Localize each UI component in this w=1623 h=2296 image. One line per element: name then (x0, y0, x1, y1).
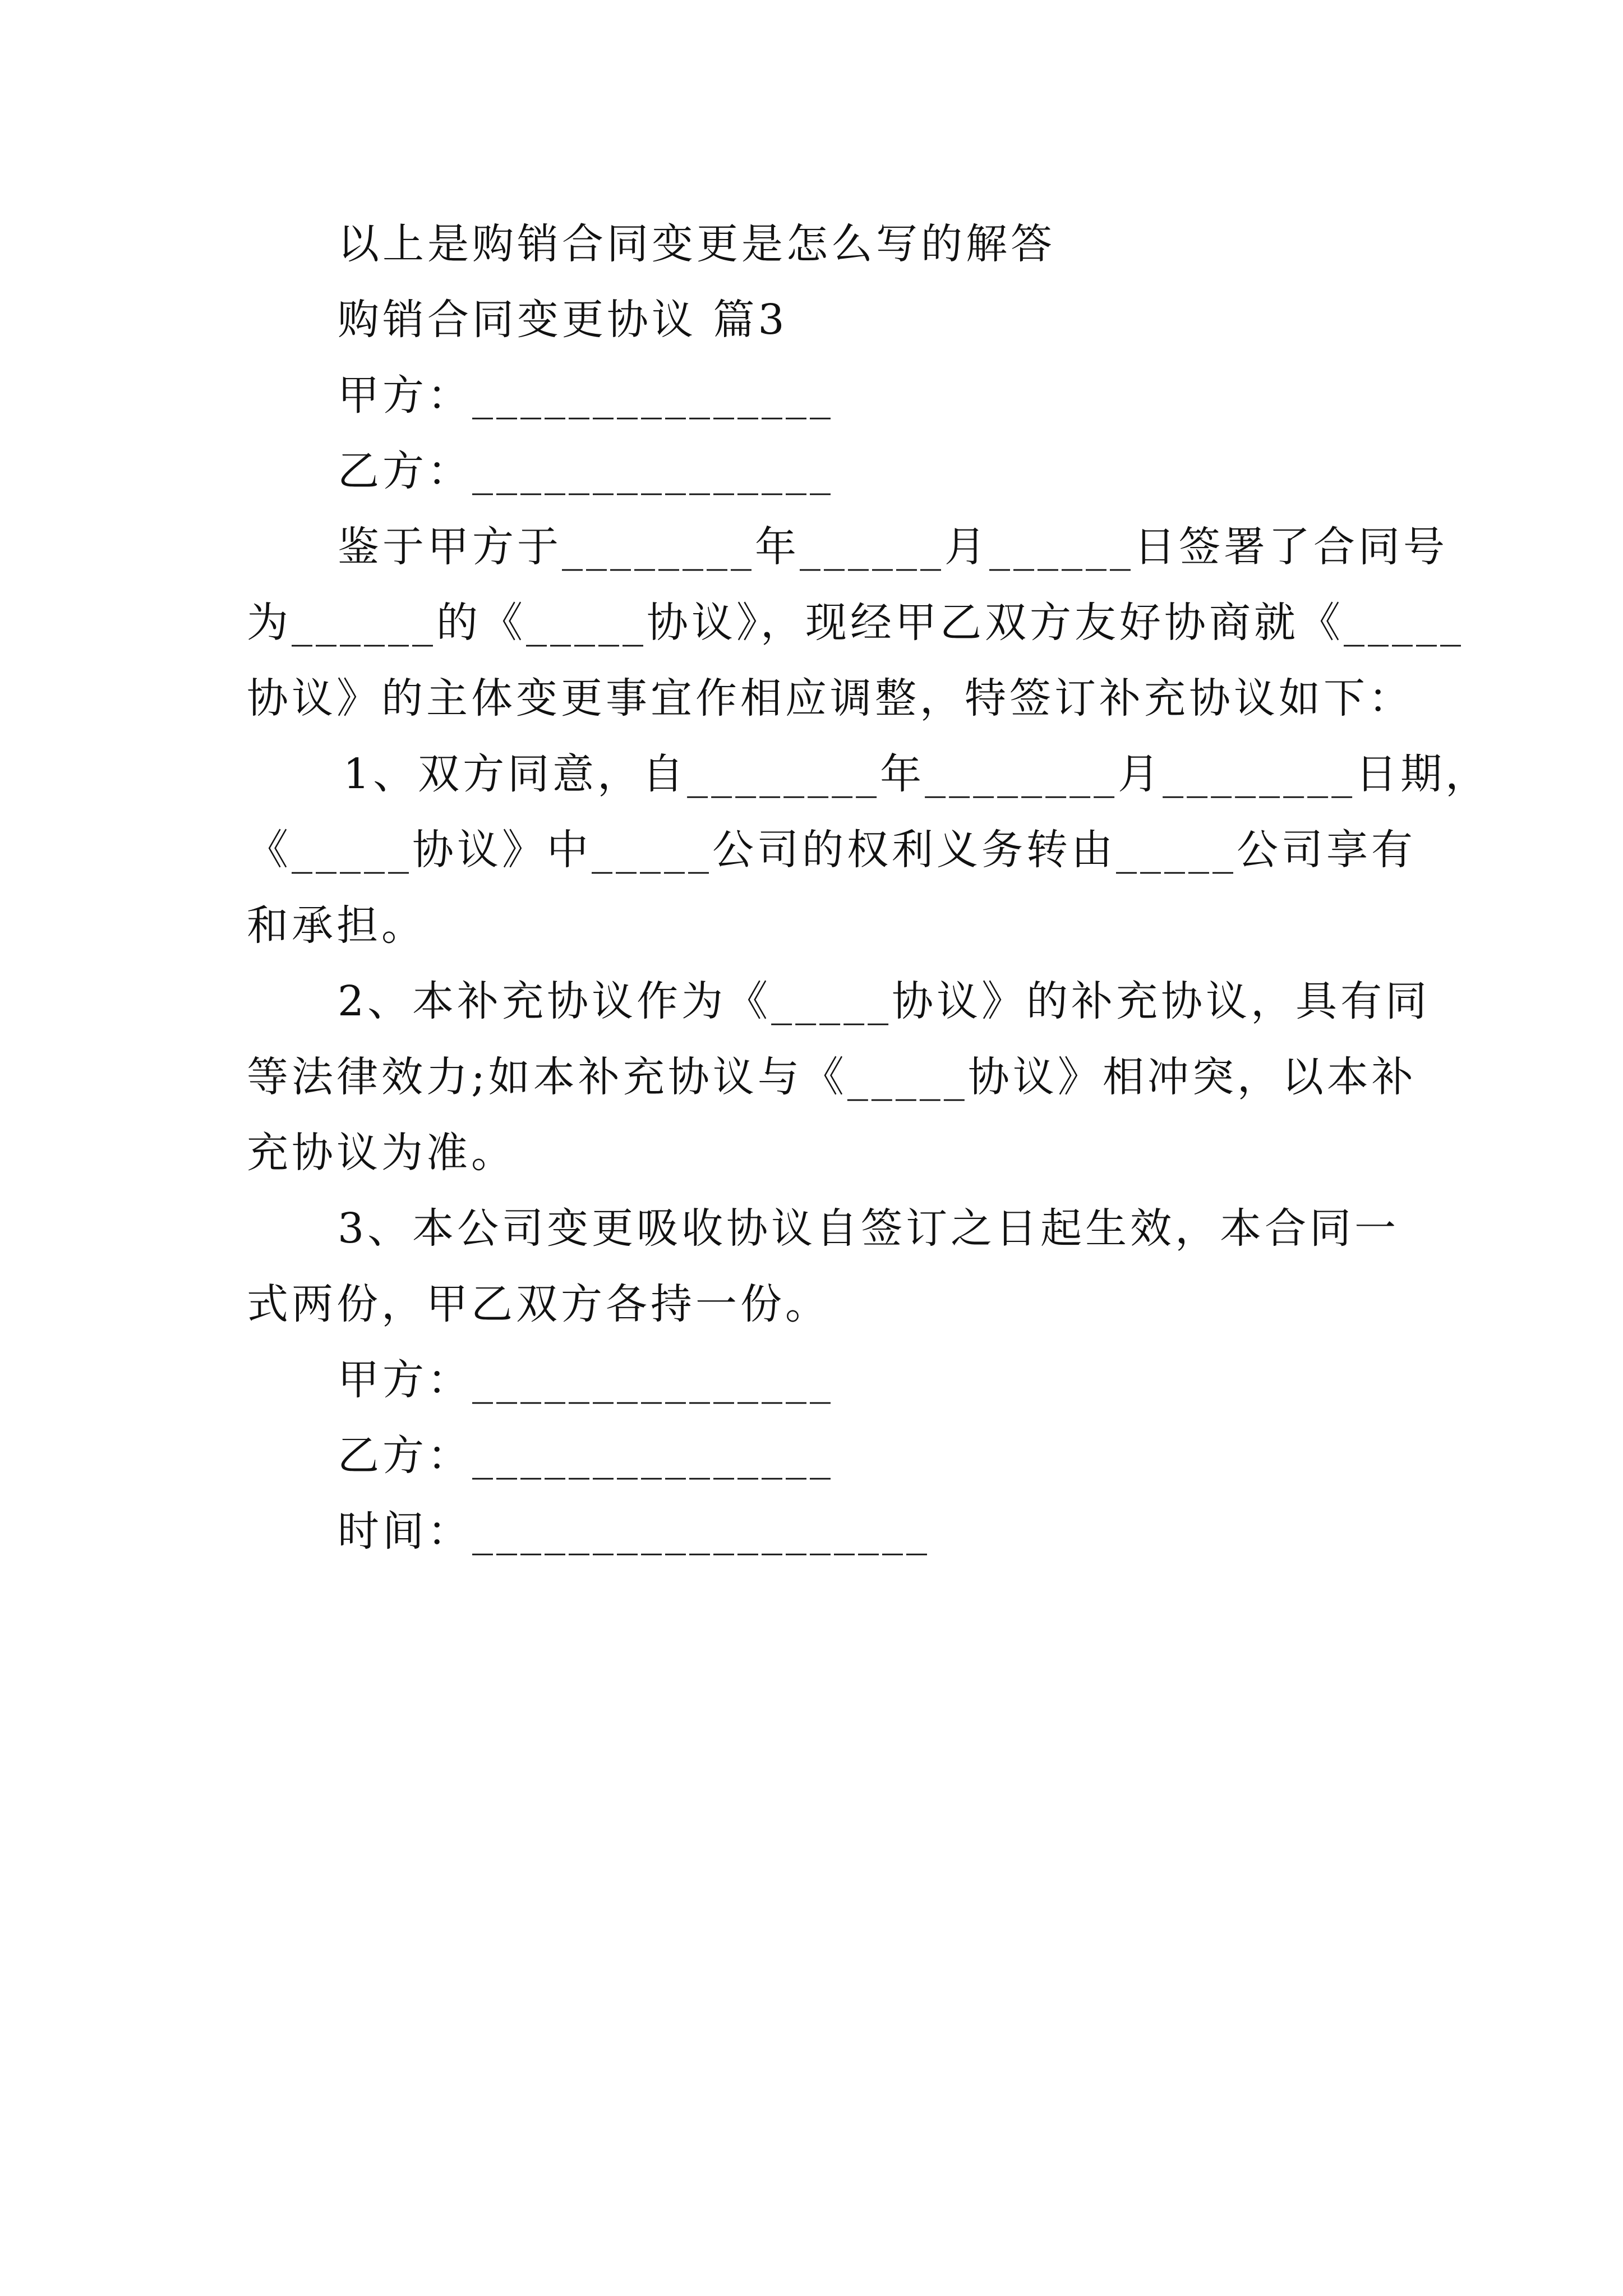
clause-1-line-2: 《_____协议》中_____公司的权利义务转由_____公司享有 (247, 826, 1416, 874)
signature-date: 时间：___________________ (338, 1507, 930, 1556)
closing-remark: 以上是购销合同变更是怎么写的解答 (338, 220, 1055, 268)
clause-1-line-3: 和承担。 (247, 901, 426, 950)
preamble-line-2: 为______的《_____协议》，现经甲乙双方友好协商就《_____ (247, 599, 1464, 647)
clause-3-line-1: 3、本公司变更吸收协议自签订之日起生效，本合同一 (338, 1204, 1400, 1253)
signature-party-b: 乙方：_______________ (338, 1432, 834, 1480)
preamble-line-1: 鉴于甲方于________年______月______日签署了合同号 (338, 523, 1448, 571)
clause-2-line-3: 充协议为准。 (247, 1129, 516, 1177)
preamble-line-3: 协议》的主体变更事宜作相应调整，特签订补充协议如下： (247, 674, 1413, 723)
section-title: 购销合同变更协议 篇3 (338, 296, 788, 344)
clause-3-line-2: 式两份，甲乙双方各持一份。 (247, 1280, 830, 1328)
clause-2-line-1: 2、本补充协议作为《_____协议》的补充协议，具有同 (338, 977, 1431, 1025)
clause-1-line-1: 1、双方同意，自________年________月________日期， (343, 750, 1491, 798)
signature-party-a: 甲方：_______________ (338, 1356, 834, 1404)
clause-2-line-2: 等法律效力;如本补充协议与《_____协议》相冲突，以本补 (247, 1053, 1417, 1101)
party-a-line: 甲方：_______________ (338, 371, 834, 420)
party-b-line: 乙方：_______________ (338, 447, 834, 495)
